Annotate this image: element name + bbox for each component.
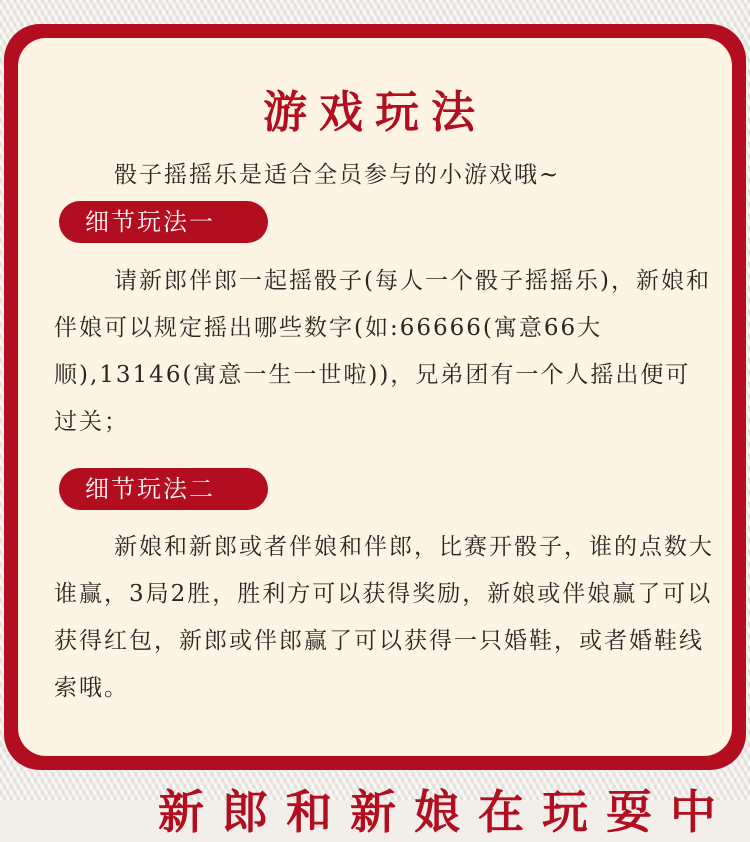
section-label-1: 细节玩法一 <box>59 201 268 243</box>
footer-heading-partial: 新郎和新娘在玩耍中 <box>158 785 734 839</box>
section-label-2: 细节玩法二 <box>59 468 268 510</box>
rules-card <box>4 24 746 770</box>
section-text-1: 请新郎伴郎一起摇骰子(每人一个骰子摇摇乐)，新娘和伴娘可以规定摇出哪些数字(如:66666(寓意66大顺),13146(寓意一生一世啦))，兄弟团有一个人摇出便可过关； <box>54 268 711 435</box>
subtitle: 骰子摇摇乐是适合全员参与的小游戏哦~ <box>114 162 561 188</box>
rules-card-inner <box>18 38 732 756</box>
section-text-2: 新娘和新郎或者伴娘和伴郎，比赛开骰子，谁的点数大谁赢，3局2胜，胜利方可以获得奖励，新娘或伴娘赢了可以获得红包，新郎或伴郎赢了可以获得一只婚鞋，或者婚鞋线索哦。 <box>54 534 714 701</box>
page-title: 游戏玩法 <box>263 87 487 138</box>
